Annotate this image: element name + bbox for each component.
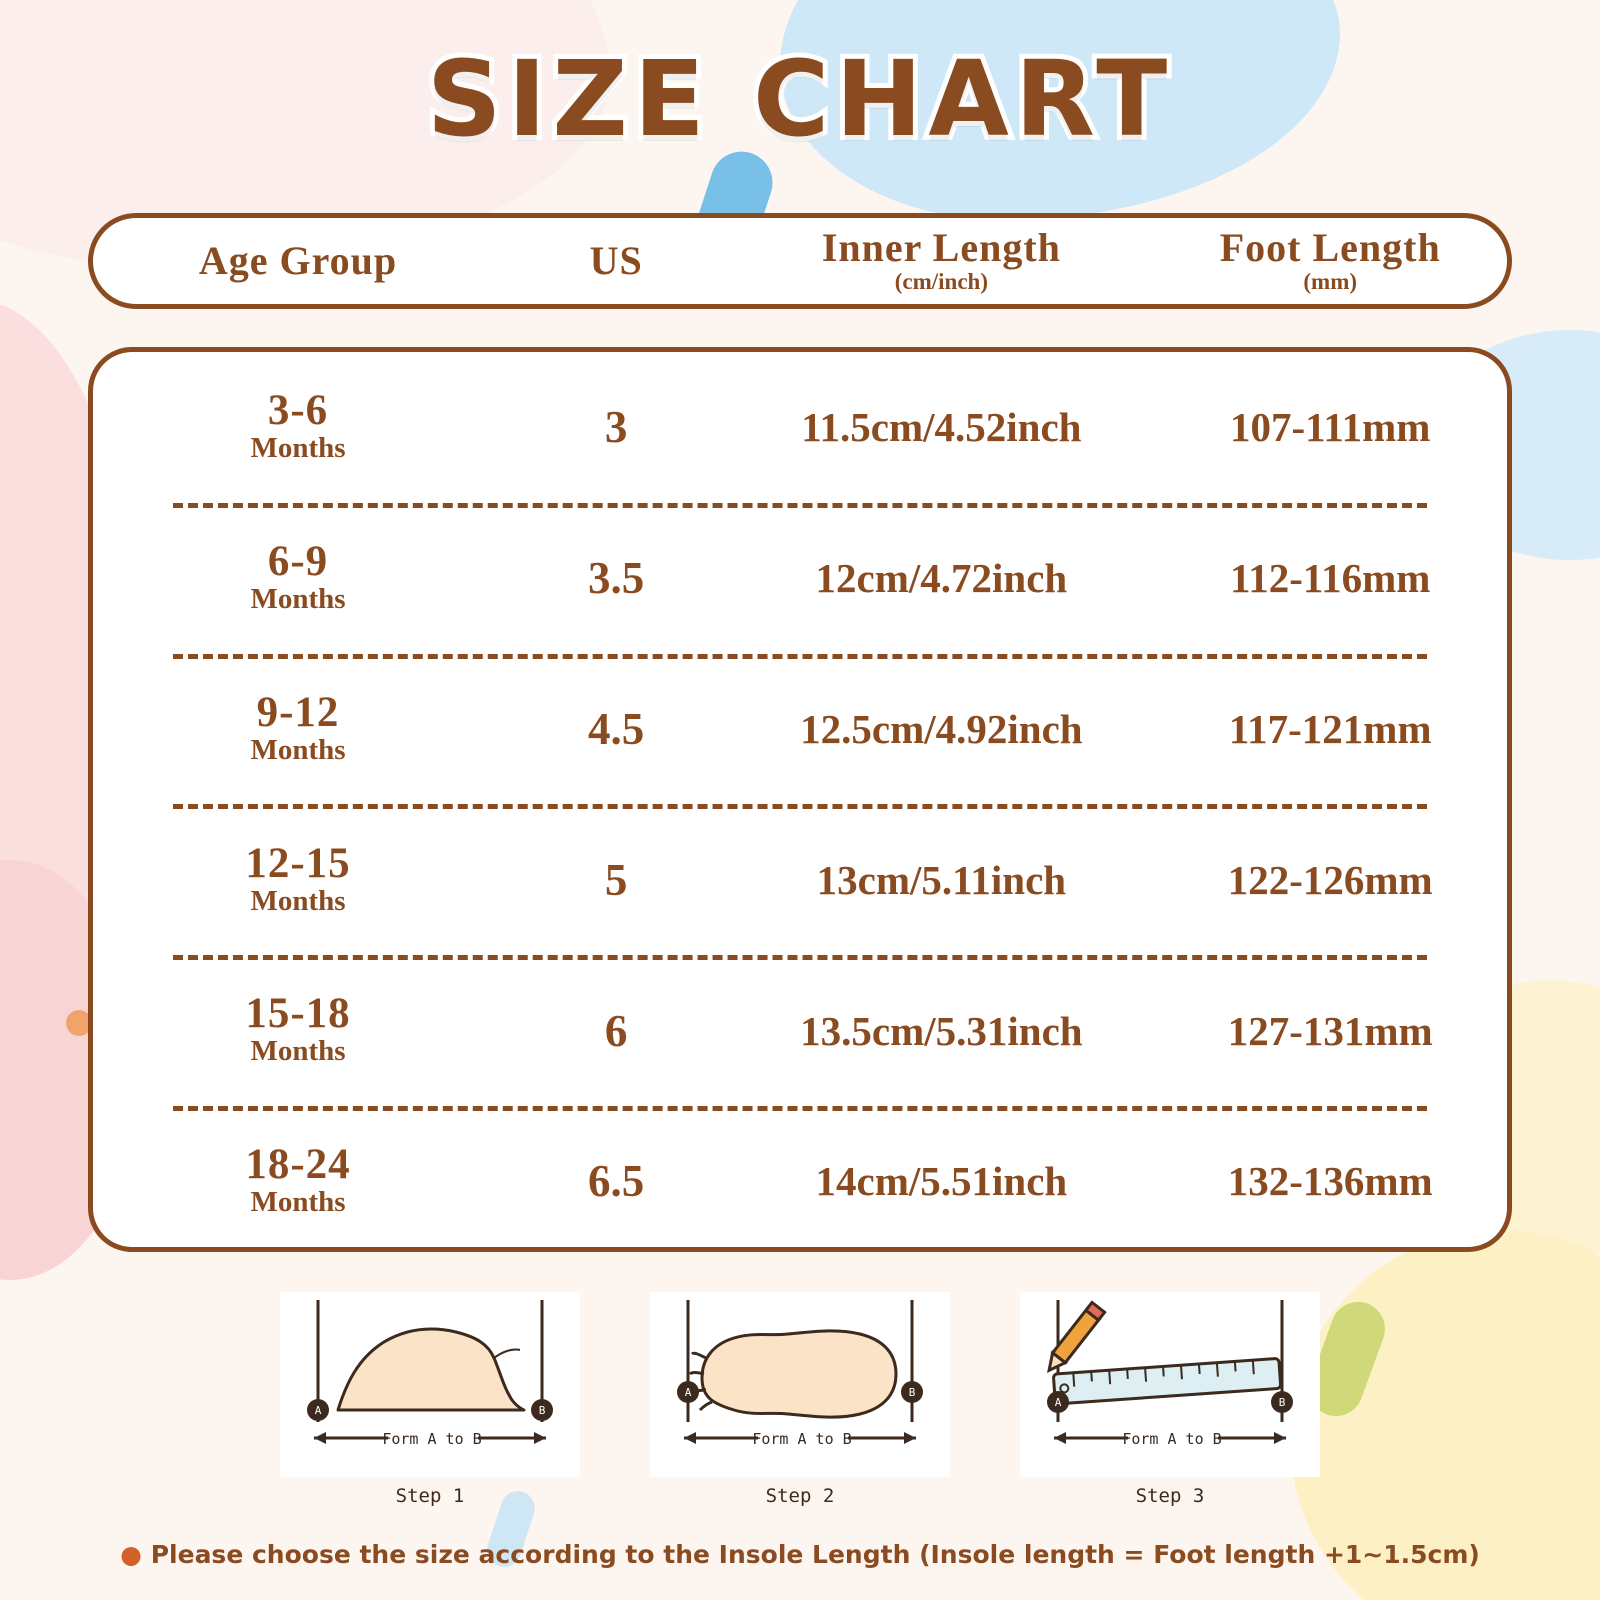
age-range: 9-12: [256, 688, 340, 736]
svg-text:A: A: [684, 1386, 692, 1399]
age-range: 18-24: [245, 1141, 351, 1189]
header-age-group-label: Age Group: [198, 238, 398, 283]
cell-inner-length: 13.5cm/5.31inch: [800, 1007, 1083, 1054]
measuring-steps: [0, 1292, 1600, 1507]
cell-foot-length: 122-126mm: [1227, 856, 1433, 903]
cell-us-size: 3.5: [588, 553, 645, 604]
table-row: [93, 955, 1507, 1106]
cell-inner-length: 14cm/5.51inch: [815, 1158, 1068, 1205]
cell-age-group: [93, 992, 503, 1068]
cell-inner-length: 13cm/5.11inch: [816, 856, 1067, 903]
svg-text:B: B: [1278, 1396, 1286, 1409]
cell-age-group: [93, 839, 503, 918]
age-range: 6-9: [267, 538, 329, 586]
cell-us-size: 3: [604, 402, 628, 453]
cell-inner-length: 11.5cm/4.52inch: [801, 404, 1082, 451]
cell-age-group: [93, 389, 503, 465]
step-3-label: Step 3: [1135, 1485, 1205, 1507]
step-2: [650, 1292, 950, 1507]
header-foot-length: [1153, 227, 1507, 294]
cell-foot-length: 112-116mm: [1230, 555, 1431, 602]
header-us-label: US: [589, 238, 643, 283]
footer-note-text: Please choose the size according to the Insole Length (Insole length = Foot length +1~1.5cm): [150, 1540, 1480, 1569]
age-range: 15-18: [245, 990, 351, 1038]
header-foot-length-label: Foot Length: [1219, 225, 1441, 271]
cell-foot-length: 107-111mm: [1230, 404, 1431, 451]
svg-text:A: A: [1054, 1396, 1062, 1409]
cell-age-group: [93, 540, 503, 616]
table-header: [88, 213, 1512, 309]
step-1: [280, 1292, 580, 1507]
page-title: SIZE CHART: [426, 38, 1174, 160]
cell-foot-length: 117-121mm: [1228, 705, 1432, 752]
table-row: [93, 352, 1507, 503]
svg-text:Form A to B: Form A to B: [382, 1430, 482, 1448]
table-row: [93, 654, 1507, 805]
age-unit: Months: [250, 1035, 346, 1068]
foot-side-measure-icon: [280, 1292, 580, 1477]
age-range: 3-6: [267, 387, 329, 435]
svg-text:A: A: [314, 1404, 322, 1417]
age-unit: Months: [250, 884, 346, 917]
cell-us-size: 6.5: [588, 1156, 645, 1207]
ruler-pencil-measure-icon: [1020, 1292, 1320, 1477]
cell-us-size: 4.5: [588, 703, 645, 754]
age-unit: Months: [250, 1186, 346, 1219]
cell-inner-length: 12cm/4.72inch: [815, 555, 1068, 602]
table-row: [93, 1106, 1507, 1252]
age-unit: Months: [250, 583, 346, 616]
step-1-label: Step 1: [395, 1485, 465, 1507]
cell-us-size: 6: [604, 1005, 628, 1056]
table-row: [93, 503, 1507, 654]
cell-foot-length: 127-131mm: [1227, 1007, 1433, 1054]
svg-text:Form A to B: Form A to B: [1122, 1430, 1222, 1448]
svg-text:Form A to B: Form A to B: [752, 1430, 852, 1448]
header-inner-length: [729, 227, 1153, 294]
size-table: [88, 347, 1512, 1252]
header-foot-length-unit: (mm): [1303, 269, 1358, 295]
header-inner-length-unit: (cm/inch): [894, 269, 988, 295]
age-unit: Months: [250, 432, 346, 465]
age-range: 12-15: [245, 839, 351, 887]
step-2-label: Step 2: [765, 1485, 835, 1507]
age-unit: Months: [250, 733, 346, 766]
foot-top-measure-icon: [650, 1292, 950, 1477]
footer-note: [0, 1540, 1600, 1569]
svg-text:B: B: [538, 1404, 546, 1417]
header-us: [503, 240, 729, 282]
table-row: [93, 804, 1507, 955]
cell-inner-length: 12.5cm/4.92inch: [800, 705, 1083, 752]
header-inner-length-label: Inner Length: [821, 225, 1061, 271]
cell-foot-length: 132-136mm: [1227, 1158, 1433, 1205]
svg-text:B: B: [908, 1386, 916, 1399]
cell-age-group: [93, 688, 503, 767]
bullet-icon: ●: [120, 1540, 142, 1569]
header-age-group: [93, 240, 503, 282]
cell-us-size: 5: [604, 854, 628, 905]
cell-age-group: [93, 1143, 503, 1219]
step-3: [1020, 1292, 1320, 1507]
